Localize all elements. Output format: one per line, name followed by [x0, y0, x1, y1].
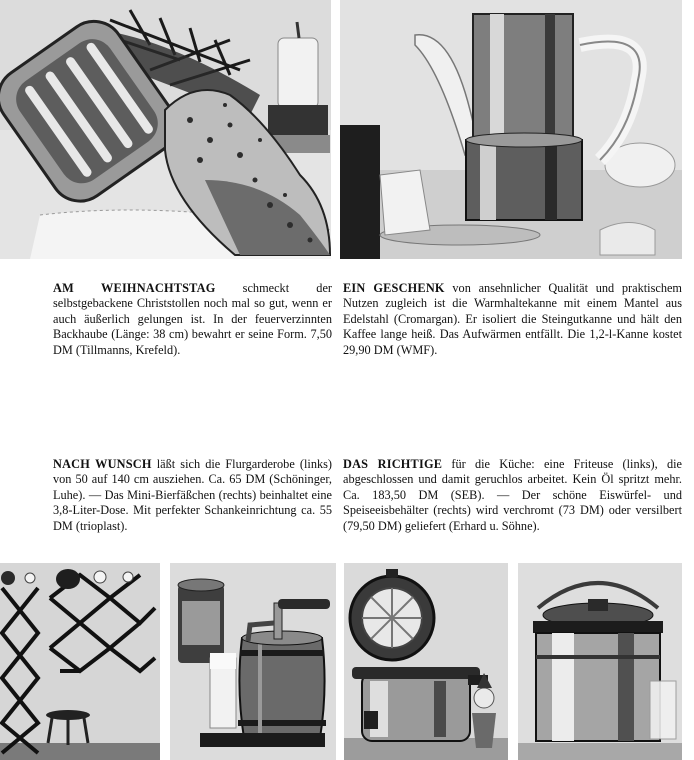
- caption-geschenk: [343, 281, 682, 358]
- caption-lead: AM WEIHNACHTSTAG: [53, 281, 216, 295]
- photo-christstollen: [0, 0, 331, 259]
- caption-lead: EIN GESCHENK: [343, 281, 445, 295]
- caption-text: von ansehnlicher Qualität und praktischem Nutzen zugleich ist die Warmhaltekanne mit einem Mantel aus Edelstahl (Cromargan). Er isoliert die Steingutkanne und hält den Kaffee lange heiß. Das Aufwärmen entfällt. Die 1,2-l-Kanne kostet 29,90 DM (WMF).: [343, 281, 682, 357]
- caption-lead: DAS RICHTIGE: [343, 457, 443, 471]
- caption-text: läßt sich die Flurgarderobe (links) von 50 auf 140 cm ausziehen. Ca. 65 DM (Schöninger, Luhe). — Das Mini-Bierfäßchen (rechts) beinhaltet eine 3,8-Liter-Dose. Mit perfekter Schankeinrichtung ca. 55 DM (trioplast).: [53, 457, 332, 533]
- caption-text: für die Küche: eine Friteuse (links), die abgeschlossen und damit geruchlos arbeitet. Kein Öl spritzt mehr. Ca. 183,50 DM (SEB). — Der schöne Eiswürfel- und Speiseeisbehälter (rechts) wird verchromt (73 DM) oder versilbert (79,50 DM) geliefert (Erhard u. Söhne).: [343, 457, 682, 533]
- photo-friteuse: [344, 563, 508, 760]
- photo-bierfaesschen: [170, 563, 336, 760]
- photo-eisbehaelter: [518, 563, 682, 760]
- caption-weihnachtstag: [53, 281, 332, 358]
- photo-flurgarderobe: [0, 563, 160, 760]
- caption-lead: NACH WUNSCH: [53, 457, 152, 471]
- caption-nach-wunsch: [53, 457, 332, 534]
- caption-text: schmeckt der selbstgebackene Christstollen noch mal so gut, wenn er auch äußerlich gelungen ist. In der feuerverzinnten Backhaube (Länge: 38 cm) bewahrt er seine Form. 7,50 DM (Tillmanns, Krefeld).: [53, 281, 332, 357]
- caption-das-richtige: [343, 457, 682, 534]
- photo-warmhaltekanne: [340, 0, 682, 259]
